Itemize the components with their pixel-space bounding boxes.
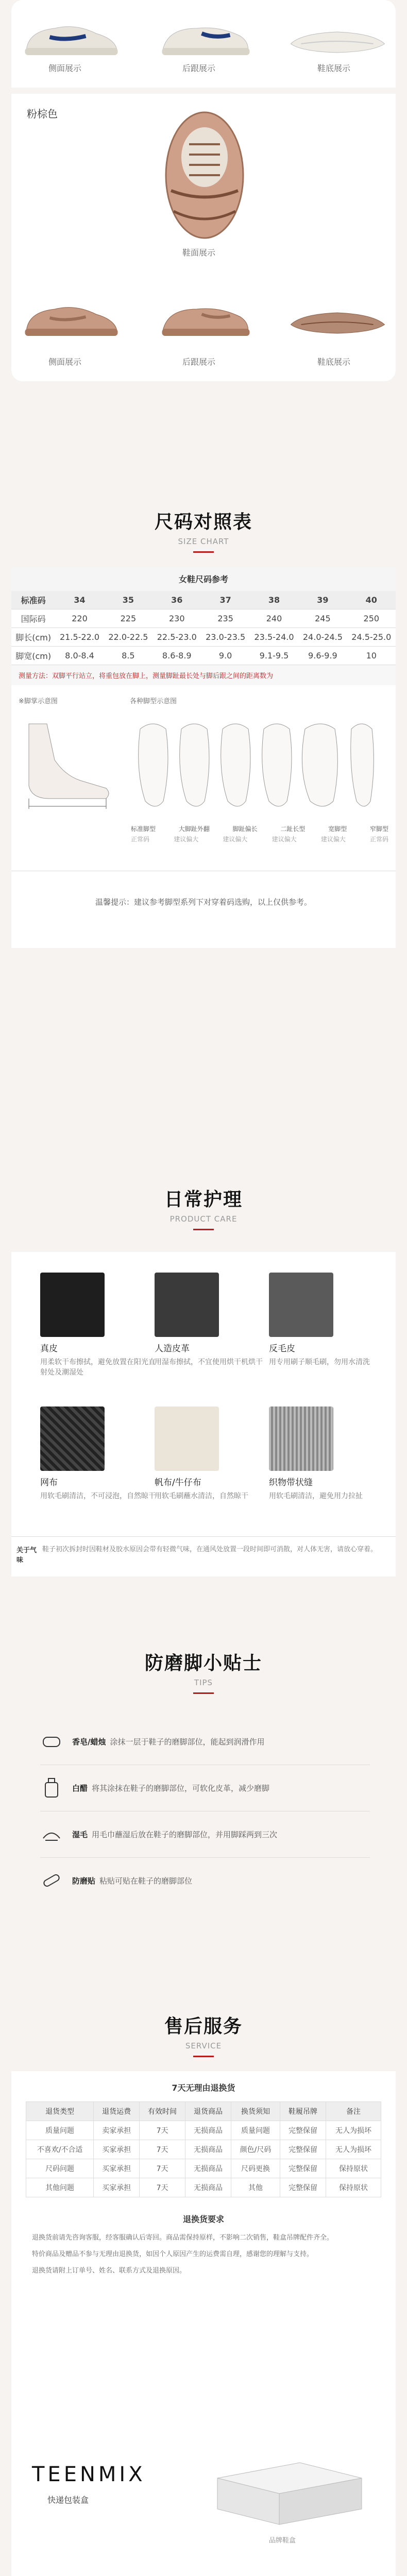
table-cell: 36: [152, 591, 201, 609]
table-title: 女鞋尺码参考: [11, 567, 396, 591]
table-cell: 240: [250, 609, 298, 628]
thumb-label: 后跟展示: [182, 63, 216, 73]
table-cell: 235: [201, 609, 249, 628]
measure-method-note: 测量方法：双脚平行站立，将重包放在脚上，测量脚趾最长处与脚后跟之间的距离数为: [11, 665, 396, 685]
care-card: [11, 1252, 396, 1577]
table-cell: 保持原状: [326, 2159, 381, 2178]
care-name: 织物带状缝: [269, 1478, 313, 1488]
section-title: 尺码对照表: [154, 512, 252, 533]
care-name: 帆布/牛仔布: [155, 1478, 201, 1488]
table-row: [26, 2159, 381, 2178]
table-row: [26, 2121, 381, 2140]
tip-key: 香皂/蜡烛: [72, 1737, 106, 1747]
care-name: 网布: [40, 1478, 58, 1488]
table-cell: 标准码: [11, 591, 55, 609]
table-cell: 脚长(cm): [11, 628, 55, 647]
table-cell: 质量问题: [231, 2121, 280, 2140]
tip-text: 粘贴可贴在鞋子的磨脚部位: [99, 1876, 193, 1886]
tip-item: [40, 1862, 370, 1899]
section-title: 防磨脚小贴士: [144, 1653, 262, 1674]
table-cell: 230: [152, 609, 201, 628]
table-cell: 38: [250, 591, 298, 609]
table-cell: 9.0: [201, 647, 249, 665]
shoe-side-image: [18, 281, 123, 350]
table-row: [26, 2178, 381, 2197]
box-label: 快递包装盒: [47, 2495, 89, 2505]
foot-type-note: 建议偏大: [272, 836, 297, 843]
table-row: [11, 628, 396, 647]
tip-text: 用毛巾蘸湿后放在鞋子的磨脚部位，并用脚踩两到三次: [92, 1829, 278, 1839]
table-cell: 尺码问题: [26, 2159, 94, 2178]
table-cell: 无损商品: [185, 2121, 231, 2140]
table-cell: 40: [347, 591, 396, 609]
table-row: [11, 591, 396, 609]
care-desc: 用软毛刷清洁，避免用力拉扯: [269, 1492, 363, 1500]
divider: [40, 1857, 370, 1858]
service-card: [11, 2071, 396, 2576]
shoe-sole-image: [284, 281, 390, 350]
care-desc: 用软毛刷蘸水清洁，自然晾干: [155, 1492, 248, 1500]
table-cell: 买家承担: [94, 2178, 140, 2197]
table-cell: 37: [201, 591, 249, 609]
table-cell: 买家承担: [94, 2140, 140, 2159]
tips-header: [0, 1649, 407, 1694]
size-chart-card: [11, 567, 396, 948]
card-divider: [11, 88, 396, 94]
thumb-label: 后跟展示: [182, 357, 216, 367]
foot-type-note: 建议偏大: [174, 836, 199, 843]
table-row: [11, 609, 396, 628]
table-cell: 7天: [140, 2159, 185, 2178]
table-header: 换货须知: [231, 2102, 280, 2121]
thumb-label: 侧面展示: [48, 63, 82, 73]
table-cell: 无人为损坏: [326, 2140, 381, 2159]
care-desc: 用软毛刷清洁，不可浸泡，自然晾干: [40, 1492, 156, 1500]
table-cell: 完整保留: [280, 2140, 326, 2159]
table-cell: 不喜欢/不合适: [26, 2140, 94, 2159]
section-title: 售后服务: [164, 2016, 243, 2037]
odor-label: 关于气味: [16, 1547, 37, 1564]
size-table: [11, 591, 396, 665]
foot-types-label: 各种脚型示意图: [130, 698, 177, 705]
table-cell: 无损商品: [185, 2178, 231, 2197]
foot-type-notes: [131, 835, 388, 843]
table-header: 退货运费: [94, 2102, 140, 2121]
table-cell: 35: [104, 591, 152, 609]
table-cell: 颜色/尺码: [231, 2140, 280, 2159]
care-desc: 用专用刷子顺毛刷，勿用水清洗: [269, 1358, 370, 1366]
table-cell: 7天: [140, 2121, 185, 2140]
tip-key: 白醋: [72, 1783, 88, 1793]
table-cell: 39: [298, 591, 347, 609]
section-subtitle: SIZE CHART: [178, 537, 229, 546]
care-item: [155, 1406, 273, 1501]
table-cell: 23.5-24.0: [250, 628, 298, 647]
return-text: 退换货前请先咨询客服，经客服确认后寄回。商品需保持原样，不影响二次销售，鞋盒吊牌配件齐全。: [32, 2234, 334, 2242]
fabric-texture-image: [269, 1406, 333, 1471]
table-cell: 24.5-25.0: [347, 628, 396, 647]
table-cell: 完整保留: [280, 2178, 326, 2197]
table-title: 7天无理由退换货: [172, 2083, 235, 2093]
table-cell: 7天: [140, 2178, 185, 2197]
foot-type-name: 大脚趾外翻: [178, 825, 210, 833]
foot-type-name: 二趾长型: [280, 825, 306, 833]
foot-measure-diagram: [19, 708, 116, 811]
section-subtitle: PRODUCT CARE: [169, 1214, 238, 1224]
table-header: 退货类型: [26, 2102, 94, 2121]
foot-type-name: 宽脚型: [328, 825, 347, 833]
table-row: [26, 2102, 381, 2121]
vinegar-bottle-icon: [40, 1776, 63, 1799]
table-cell: 225: [104, 609, 152, 628]
table-cell: 245: [298, 609, 347, 628]
shoe-sole-image: [284, 0, 390, 70]
table-cell: 8.6-8.9: [152, 647, 201, 665]
table-header: 备注: [326, 2102, 381, 2121]
table-cell: 220: [55, 609, 104, 628]
table-row: [11, 647, 396, 665]
table-cell: 买家承担: [94, 2159, 140, 2178]
care-item: [269, 1406, 387, 1501]
table-cell: 7天: [140, 2140, 185, 2159]
brand-logo: TEENMIX: [32, 2463, 146, 2486]
table-cell: 其他: [231, 2178, 280, 2197]
foot-type-note: 建议偏大: [320, 836, 346, 843]
care-name: 人造皮革: [155, 1344, 190, 1354]
table-cell: 8.5: [104, 647, 152, 665]
foot-type-names: [131, 824, 388, 833]
table-header: 有效时间: [140, 2102, 185, 2121]
foot-type-note: 正常码: [369, 836, 388, 843]
table-cell: 22.0-22.5: [104, 628, 152, 647]
service-header: [0, 2012, 407, 2057]
table-cell: 完整保留: [280, 2121, 326, 2140]
title-underline: [193, 1692, 214, 1694]
return-title: 退换货要求: [182, 2214, 224, 2224]
table-cell: 8.0-8.4: [55, 647, 104, 665]
pu-texture-image: [155, 1273, 219, 1337]
foot-type-note: 正常码: [131, 836, 150, 843]
service-table: [26, 2102, 381, 2197]
bandage-icon: [40, 1869, 63, 1892]
tip-text: 涂抹一层于鞋子的磨脚部位，能起到润滑作用: [110, 1737, 265, 1747]
table-cell: 无人为损坏: [326, 2121, 381, 2140]
box-note: 品牌鞋盒: [269, 2537, 296, 2545]
table-cell: 国际码: [11, 609, 55, 628]
table-cell: 9.6-9.9: [298, 647, 347, 665]
return-text: 特价商品及赠品不参与无理由退换货，如因个人原因产生的运费需自理，感谢您的理解与支持。: [32, 2250, 314, 2258]
tip-item: [40, 1770, 370, 1806]
table-cell: 其他问题: [26, 2178, 94, 2197]
main-image-label: 鞋面展示: [182, 248, 216, 258]
title-underline: [193, 551, 214, 553]
table-header: 退货商品: [185, 2102, 231, 2121]
title-underline: [193, 1229, 214, 1230]
care-desc: 用柔软干布擦拭，避免放置在阳光直射处及潮湿处: [40, 1358, 156, 1377]
tip-key: 防磨贴: [72, 1876, 96, 1886]
section-title: 日常护理: [164, 1189, 243, 1210]
table-cell: 10: [347, 647, 396, 665]
foot-types-row: [130, 708, 387, 822]
foot-type-name: 窄脚型: [369, 825, 388, 833]
foot-diagram-label: ※脚掌示意图: [19, 698, 58, 705]
table-cell: 无损商品: [185, 2140, 231, 2159]
tip-key: 湿毛: [72, 1829, 88, 1839]
foot-type-note: 建议偏大: [223, 836, 248, 843]
table-cell: 尺码更换: [231, 2159, 280, 2178]
shoe-heel-image: [151, 281, 257, 350]
care-header: [0, 1185, 407, 1230]
shoe-top-image: [135, 108, 274, 242]
table-cell: 22.5-23.0: [152, 628, 201, 647]
care-item: [40, 1273, 159, 1378]
tip-item: [40, 1816, 370, 1852]
table-cell: 24.0-24.5: [298, 628, 347, 647]
table-cell: 21.5-22.0: [55, 628, 104, 647]
soap-icon: [40, 1730, 63, 1753]
thumb-label: 侧面展示: [48, 357, 82, 367]
shoe-heel-image: [151, 0, 257, 70]
shoe-box-image: [207, 2447, 372, 2530]
table-header: 鞋履吊牌: [280, 2102, 326, 2121]
care-item: [40, 1406, 159, 1501]
care-desc: 用湿布擦拭，不宜使用烘干机烘干: [155, 1358, 263, 1366]
care-name: 反毛皮: [269, 1344, 295, 1354]
suede-texture-image: [269, 1273, 333, 1337]
thumb-label: 鞋底展示: [317, 357, 351, 367]
table-row: [26, 2140, 381, 2159]
care-item: [269, 1273, 387, 1367]
table-cell: 250: [347, 609, 396, 628]
table-cell: 无损商品: [185, 2159, 231, 2178]
divider: [11, 1536, 396, 1537]
care-item: [155, 1273, 273, 1367]
towel-icon: [40, 1823, 63, 1845]
table-cell: 质量问题: [26, 2121, 94, 2140]
tip-item: [40, 1723, 370, 1759]
table-cell: 卖家承担: [94, 2121, 140, 2140]
foot-type-name: 脚趾偏长: [232, 825, 258, 833]
mesh-texture-image: [40, 1406, 105, 1471]
tip-text: 将其涂抹在鞋子的磨脚部位，可软化皮革，减少磨脚: [92, 1783, 270, 1793]
table-cell: 9.1-9.5: [250, 647, 298, 665]
section-subtitle: SERVICE: [185, 2041, 222, 2050]
foot-type-name: 标准脚型: [131, 825, 156, 833]
table-cell: 完整保留: [280, 2159, 326, 2178]
leather-texture-image: [40, 1273, 105, 1337]
color-name: 粉棕色: [27, 108, 58, 120]
table-cell: 23.0-23.5: [201, 628, 249, 647]
table-cell: 保持原状: [326, 2178, 381, 2197]
canvas-texture-image: [155, 1406, 219, 1471]
thumb-label: 鞋底展示: [317, 63, 351, 73]
return-text: 退换货请附上订单号、姓名、联系方式及退换原因。: [32, 2267, 186, 2275]
section-subtitle: TIPS: [194, 1678, 213, 1687]
title-underline: [193, 2056, 214, 2057]
table-cell: 34: [55, 591, 104, 609]
shoe-side-image: [18, 0, 123, 70]
size-tip: 温馨提示：建议参考脚型系列下对穿着码选购，以上仅供参考。: [95, 897, 312, 907]
care-name: 真皮: [40, 1344, 58, 1354]
odor-text: 鞋子初次拆封时因鞋材及胶水原因会带有轻微气味，在通风处放置一段时间即可消散，对人体无害，请放心穿着。: [42, 1546, 378, 1553]
size-chart-header: [0, 507, 407, 553]
table-cell: 脚宽(cm): [11, 647, 55, 665]
product-color-card: [11, 0, 396, 381]
